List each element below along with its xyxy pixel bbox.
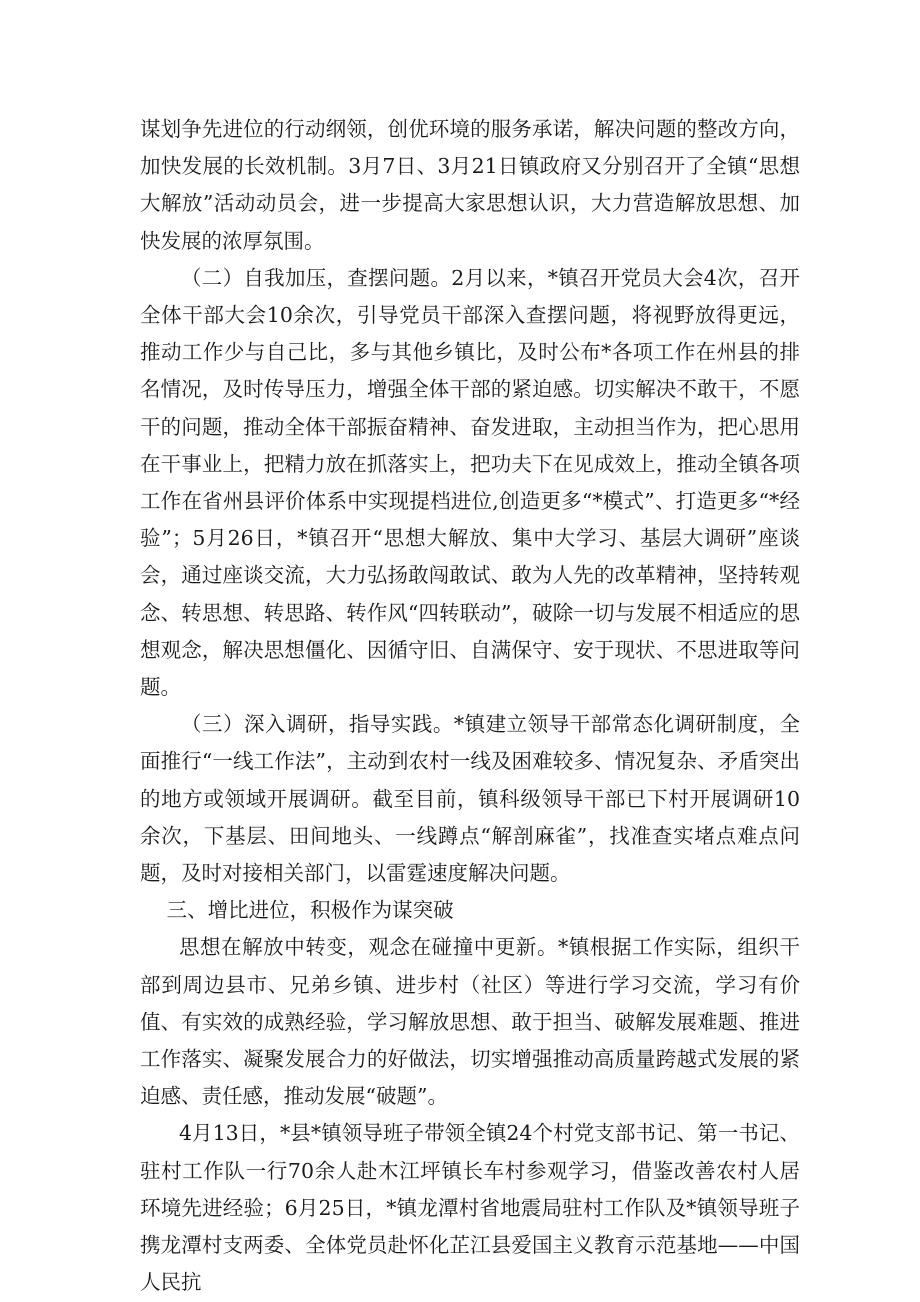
- paragraph-section-three: （三）深入调研，指导实践。*镇建立领导干部常态化调研制度，全面推行“一线工作法”，主动到农村一线及困难较多、情况复杂、矛盾突出的地方或领域开展调研。截至目前，镇科级领导干部已下村开展调研10余次，下基层、田间地头、一线蹲点“解剖麻雀”，找准查实堵点难点问题，及时对接相关部门，以雷霆速度解决问题。: [140, 712, 800, 886]
- paragraph-section-two: （二）自我加压，查摆问题。2月以来，*镇召开党员大会4次，召开全体干部大会10余次，引导党员干部深入查摆问题，将视野放得更远，推动工作少与自己比，多与其他乡镇比，及时公布*各项工作在州县的排名情况，及时传导压力，增强全体干部的紧迫感。切实解决不敢干，不愿干的问题，推动全体干部振奋精神、奋发进取，主动担当作为，把心思用在干事业上，把精力放在抓落实上，把功夫下在见成效上，推动全镇各项工作在省州县评价体系中实现提档进位,创造更多“*模式”、打造更多“*经验”；5月26日，*镇召开“思想大解放、集中大学习、基层大调研”座谈会，通过座谈交流，大力弘扬敢闯敢试、敢为人先的改革精神，坚持转观念、转思想、转思路、转作风“四转联动”，破除一切与发展不相适应的思想观念，解决思想僵化、因循守旧、自满保守、安于现状、不思进取等问题。: [140, 265, 800, 700]
- paragraph-continuation: 谋划争先进位的行动纲领，创优环境的服务承诺，解决问题的整改方向，加快发展的长效机制。3月7日、3月21日镇政府又分别召开了全镇“思想大解放”活动动员会，进一步提高大家思想认识，大力营造解放思想、加快发展的浓厚氛围。: [140, 117, 800, 253]
- paragraph-learning-exchange: 思想在解放中转变，观念在碰撞中更新。*镇根据工作实际，组织干部到周边县市、兄弟乡镇、进步村（社区）等进行学习交流，学习有价值、有实效的成熟经验，学习解放思想、敢于担当、破解发展难题、推进工作落实、凝聚发展合力的好做法，切实增强推动高质量跨越式发展的紧迫感、责任感，推动发展“破题”。: [140, 935, 800, 1109]
- section-heading-three: 三、增比进位，积极作为谋突破: [166, 898, 454, 923]
- paragraph-study-visits: 4月13日，*县*镇领导班子带领全镇24个村党支部书记、第一书记、驻村工作队一行70余人赴木江坪镇长车村参观学习，借鉴改善农村人居环境先进经验；6月25日，*镇龙潭村省地震局驻村工作队及*镇领导班子携龙潭村支两委、全体党员赴怀化芷江县爱国主义教育示范基地——中国人民抗: [140, 1121, 800, 1295]
- document-body: [140, 111, 800, 1302]
